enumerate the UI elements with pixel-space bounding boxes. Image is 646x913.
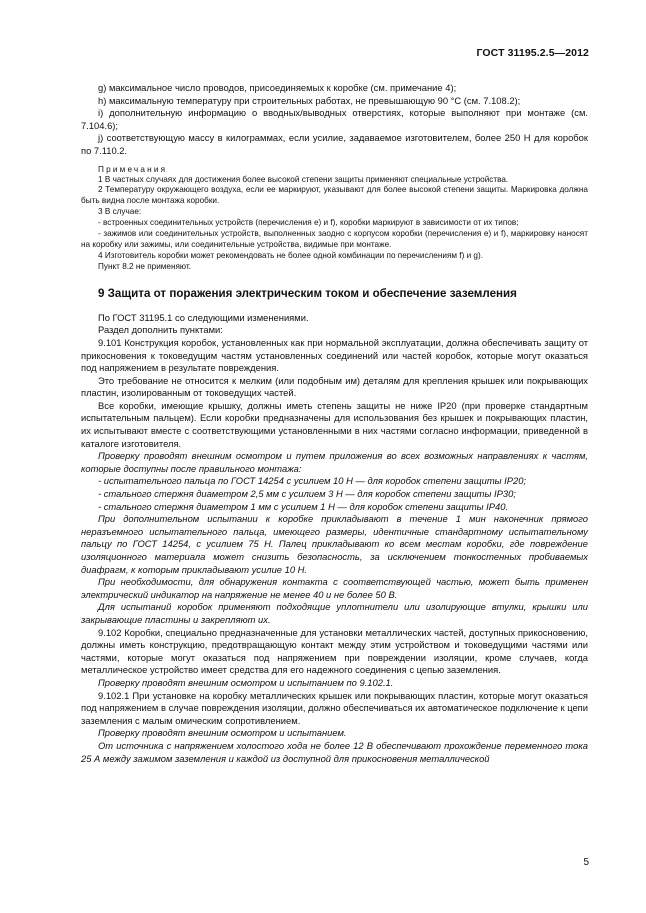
test-procedure: Проверку проводят внешним осмотром и путем приложения во всех возможных направлениях к частям, которые доступны после правильного монтажа: bbox=[81, 450, 588, 474]
test-item: - стального стержня диаметром 2,5 мм с усилием 3 Н — для коробок степени защиты IP30; bbox=[98, 488, 516, 500]
test-item: - испытательного пальца по ГОСТ 14254 с усилием 10 Н — для коробок степени защиты IP20; bbox=[98, 475, 527, 487]
document-code-header: ГОСТ 31195.2.5—2012 bbox=[476, 47, 589, 59]
list-item-j: j) соответствующую массу в килограммах, если усилие, задаваемое изготовителем, более 250 Н для коробок по 7.110.2. bbox=[81, 132, 588, 156]
section-heading: 9 Защита от поражения электрическим током и обеспечение заземления bbox=[98, 286, 517, 300]
clause-9-102: 9.102 Коробки, специально предназначенные для установки металлических частей, доступных прикосновению, должны иметь конструкцию, предотвращающую контакт между этим устройством и токоведущими частями или частями, которые могут оказаться под напряжением при повреждении изоляции, кроме случаев, когда металлическое устройство имеет средства для его надежного соединения с цепью заземления. bbox=[81, 626, 588, 676]
clause-9-101: 9.101 Конструкция коробок, установленных как при нормальной эксплуатации, должна обеспечивать защиту от прикосновения к токоведущим частям установленных соединений или частей коробок, которые могут оказаться под напряжением в результате повреждения. bbox=[81, 336, 588, 374]
test-item: - стального стержня диаметром 1 мм с усилием 1 Н — для коробок степени защиты IP40. bbox=[98, 500, 509, 512]
note-3: 3 В случае: bbox=[98, 207, 142, 217]
test-procedure: От источника с напряжением холостого хода не более 12 В обеспечивают прохождение переменного тока 25 А между зажимом заземления и каждой из доступной для прикосновения металлической bbox=[81, 739, 588, 764]
test-procedure: Для испытаний коробок применяют подходящие уплотнители или изолирующие втулки, крышки или закрывающие пластины и закрепляют их. bbox=[81, 601, 588, 625]
paragraph: Это требование не относится к мелким (или подобным им) деталям для крепления крышек или покрывающих пластин, изолированным от токоведущих частей. bbox=[81, 374, 588, 399]
test-procedure: Проверку проводят внешним осмотром и испытанием по 9.102.1. bbox=[98, 676, 394, 688]
notes-title: Примечания bbox=[98, 164, 168, 174]
note-1: 1 В частных случаях для достижения более высокой степени защиты применяют специальные устройства. bbox=[98, 174, 509, 184]
clause-9-102-1: 9.102.1 При установке на коробку металлических крышек или покрывающих пластин, которые могут оказаться под напряжением в случае повреждения изоляции, должно обеспечиваться их автоматическое подключение к цепи заземления с малым омическим сопротивлением. bbox=[81, 689, 588, 726]
note-3-item-a: - встроенных соединительных устройств (перечисления е) и f), коробки маркируют в зависимости от их типов; bbox=[98, 218, 519, 228]
notes-block bbox=[81, 164, 588, 273]
section-content bbox=[81, 312, 588, 765]
page-number: 5 bbox=[583, 857, 589, 868]
test-procedure: Проверку проводят внешним осмотром и испытанием. bbox=[98, 727, 347, 739]
paragraph: Раздел дополнить пунктами: bbox=[98, 324, 223, 336]
requirements-list bbox=[81, 82, 588, 158]
note-clause-8-2: Пункт 8.2 не применяют. bbox=[98, 261, 191, 271]
paragraph: По ГОСТ 31195.1 со следующими изменениями. bbox=[98, 311, 309, 323]
list-item-i: i) дополнительную информацию о вводных/выводных отверстиях, которые выполняют при монтаже (см. 7.104.6); bbox=[81, 107, 588, 131]
test-procedure: При необходимости, для обнаружения контакта с соответствующей частью, может быть применен электрический индикатор на напряжение не менее 40 и не более 50 В. bbox=[81, 576, 588, 600]
paragraph: Все коробки, имеющие крышку, должны иметь степень защиты не ниже IP20 (при проверке стандартным испытательным пальцем). Если коробки предназначены для использования без крышек и покрывающих пластин, их испытывают вместе с соответствующими установленными в них частями согласно информации, приведенной в каталоге изготовителя. bbox=[81, 399, 588, 449]
note-4: 4 Изготовитель коробки может рекомендовать не более одной комбинации по перечислениям f) и g). bbox=[98, 250, 483, 260]
list-item-h: h) максимальную температуру при строительных работах, не превышающую 90 °С (см. 7.108.2); bbox=[98, 94, 521, 106]
test-procedure: При дополнительном испытании к коробке прикладывают в течение 1 мин наконечник прямого неразъемного испытательного пальца, имеющего размеры, идентичные стандартному испытательному пальцу по ГОСТ 14254, с усилием 75 Н. Палец прикладывают ко всем местам коробки, где повреждение изоляционного материала может снизить безопасность, за исключением тонкостенных пробиваемых диафрагм, к которым прикладывают усилие 10 Н. bbox=[81, 513, 588, 575]
list-item-g: g) максимальное число проводов, присоединяемых к коробке (см. примечание 4); bbox=[98, 82, 457, 93]
page-body bbox=[81, 82, 588, 765]
note-2: 2 Температуру окружающего воздуха, если ее маркируют, указывают для более высокой степени защиты. Маркировка должна быть видна после монтажа коробки. bbox=[81, 185, 588, 206]
note-3-item-b: - зажимов или соединительных устройств, выполненных заодно с корпусом коробки (перечисления е) и f), маркировку наносят на коробку или зажимы, или соединительные устройства, видимые при монтаже. bbox=[81, 229, 588, 249]
